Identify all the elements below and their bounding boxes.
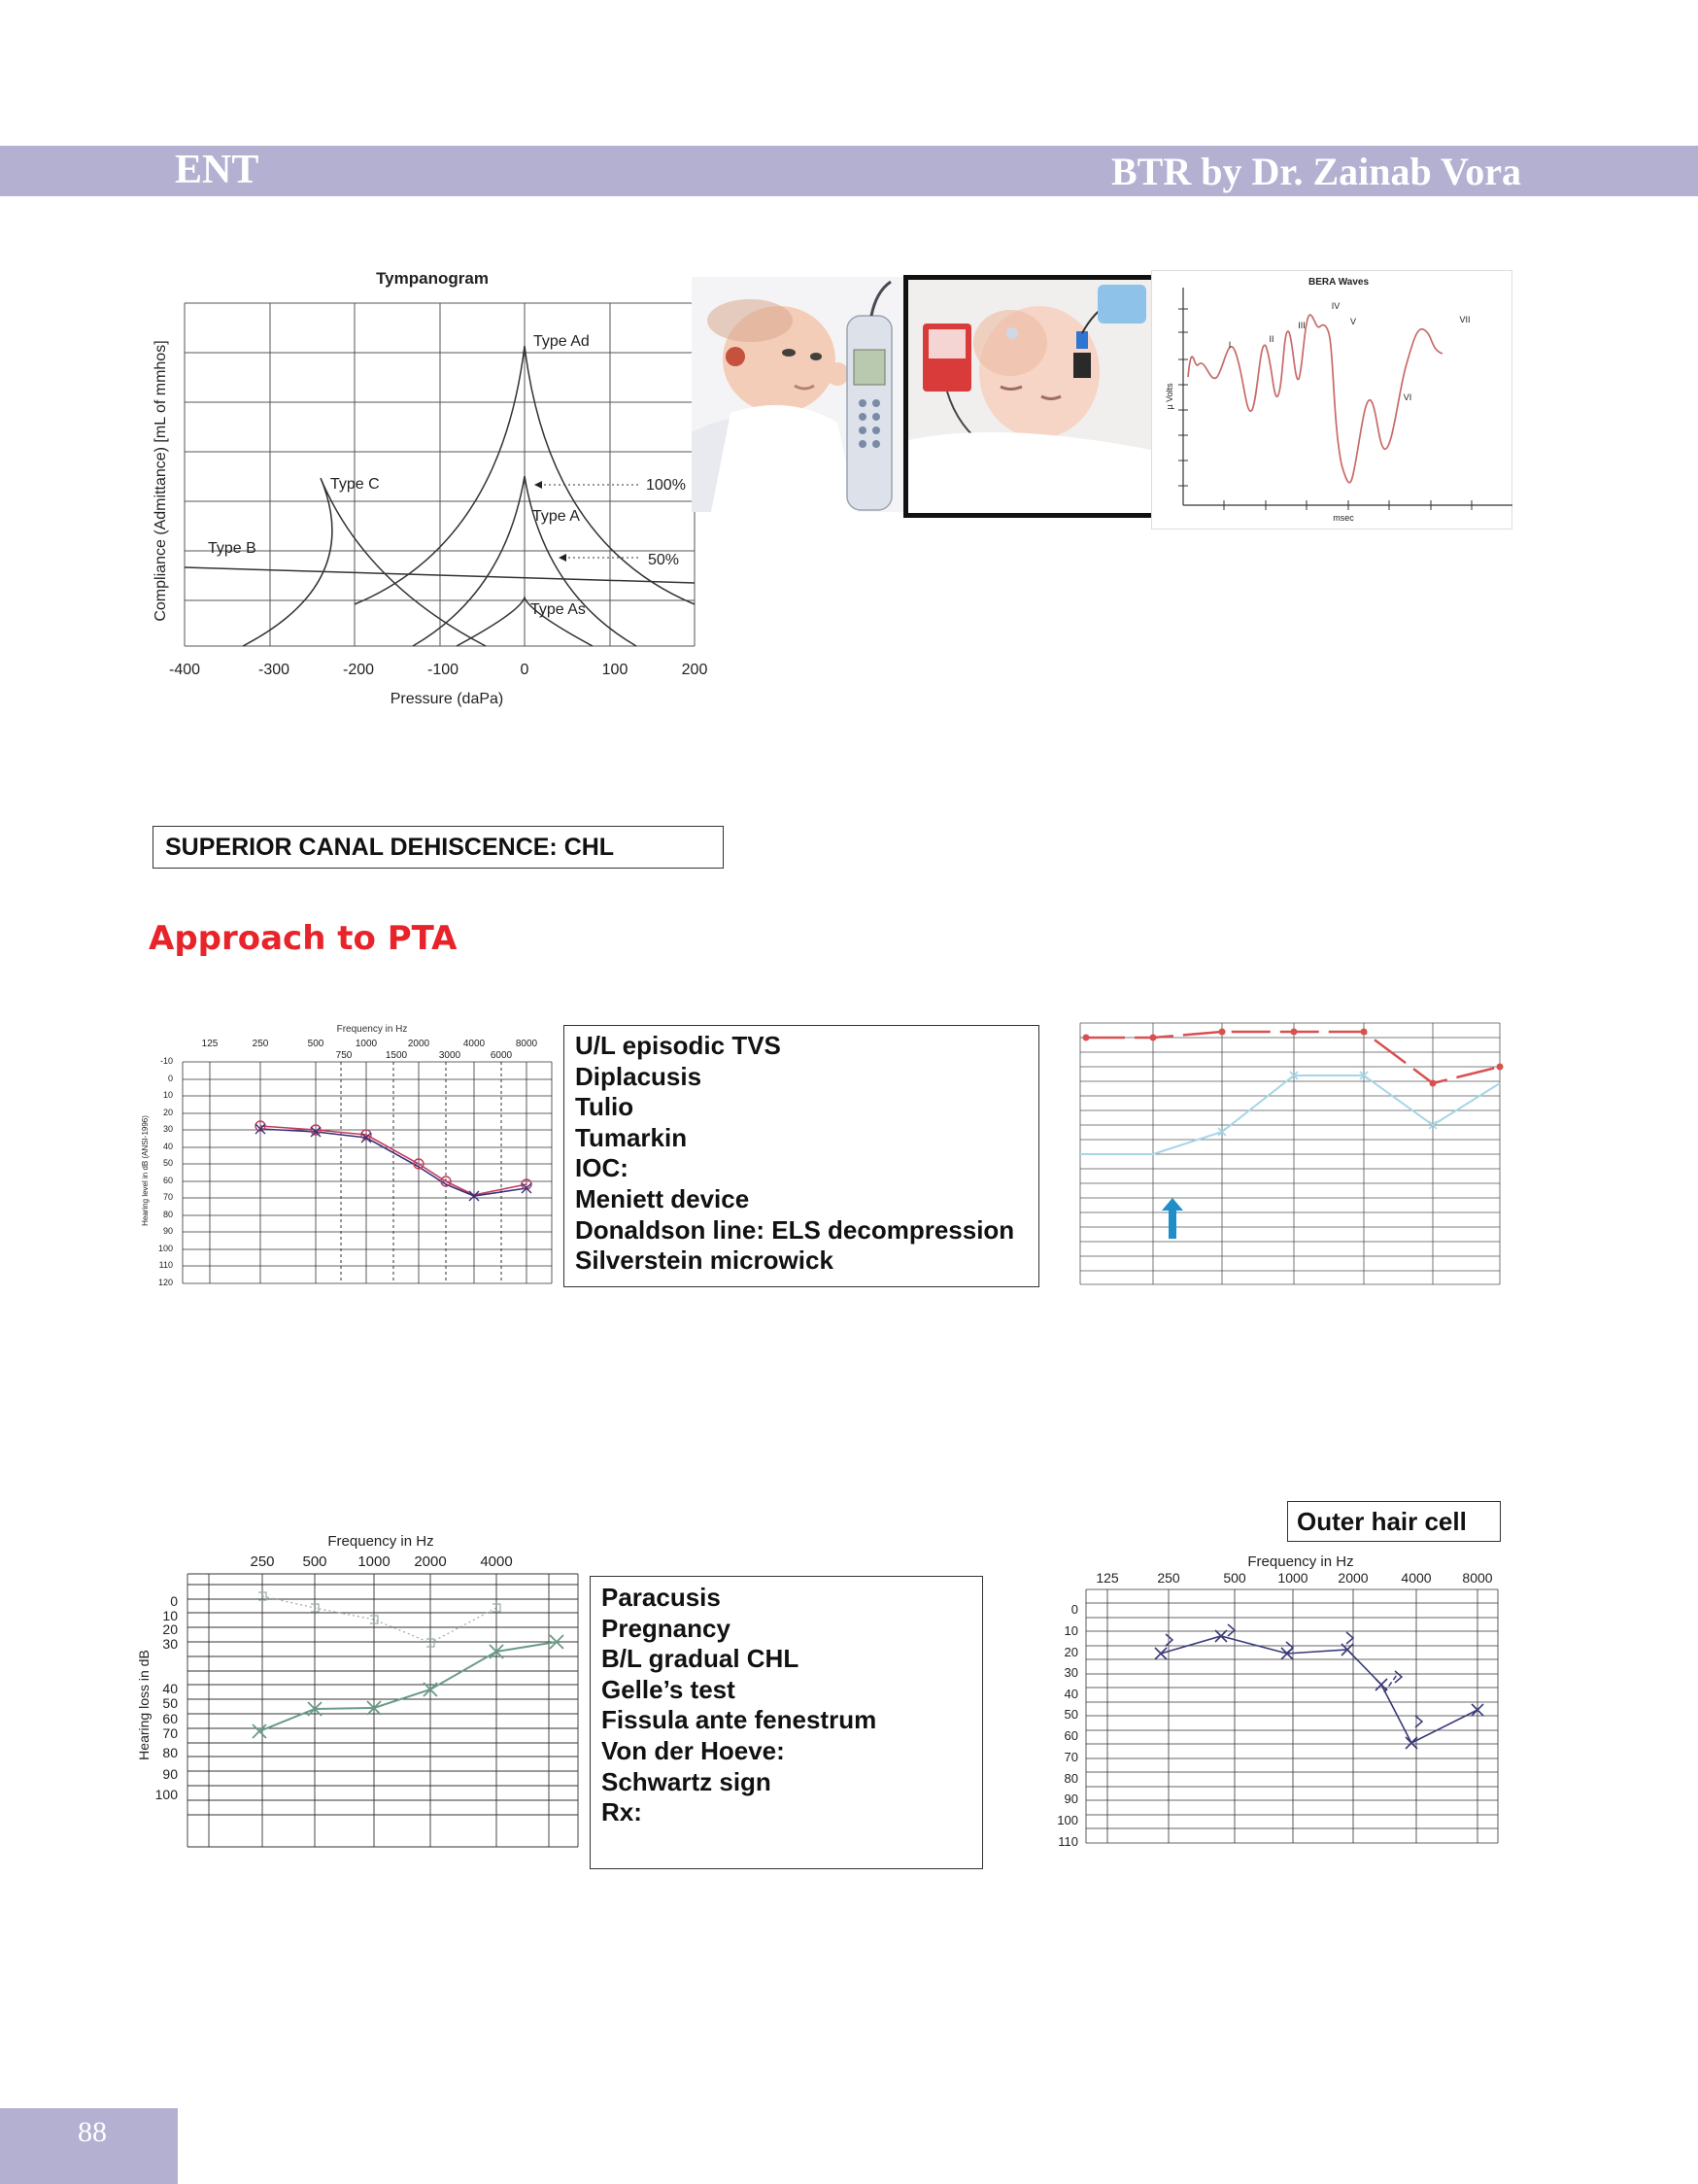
label-50-percent: 50%	[648, 552, 680, 568]
y-tick: 90	[1064, 1792, 1078, 1806]
audiogram3-y-label: Hearing loss in dB	[136, 1650, 152, 1760]
y-tick: 110	[158, 1260, 173, 1270]
x-tick: -200	[342, 662, 375, 678]
list-item: Paracusis	[601, 1583, 721, 1612]
bera-title: BERA Waves	[1307, 277, 1370, 288]
bera-wave-label: V	[1349, 317, 1357, 326]
y-tick: 40	[162, 1142, 173, 1151]
tympanogram-title: Tympanogram	[376, 269, 489, 288]
freq-label: 125	[201, 1039, 219, 1049]
freq-label: 500	[1223, 1570, 1246, 1586]
audiogram-menieres	[136, 1020, 554, 1287]
bera-y-label: µ Volts	[1165, 383, 1174, 410]
y-tick: 0	[1070, 1602, 1078, 1617]
audiogram-otosclerosis	[131, 1530, 588, 1851]
list-item: Rx:	[601, 1797, 642, 1827]
freq-label: 250	[252, 1039, 269, 1049]
section-title-approach-to-pta: Approach to PTA	[149, 919, 458, 958]
audiogram-colored	[1078, 1020, 1502, 1287]
y-tick: 30	[1064, 1665, 1078, 1680]
freq-label: 1000	[357, 1553, 391, 1570]
y-tick: 10	[162, 1608, 178, 1623]
y-tick: 60	[1064, 1728, 1078, 1743]
y-tick: 20	[162, 1621, 178, 1637]
bera-wave-label: VII	[1459, 315, 1471, 324]
label-type-ad: Type Ad	[533, 333, 590, 350]
infant-hearing-screening-photo	[692, 277, 903, 512]
otosclerosis-features-list	[590, 1576, 983, 1869]
freq-label: 4000	[1401, 1570, 1432, 1586]
x-tick: -300	[257, 662, 290, 678]
audiogram-outer-hair-cell	[1049, 1547, 1506, 1853]
page-number: 88	[78, 2116, 107, 2148]
freq-label: 8000	[515, 1039, 538, 1049]
y-tick: 90	[162, 1226, 173, 1236]
y-tick: 80	[162, 1210, 173, 1219]
y-tick: 40	[1064, 1687, 1078, 1701]
freq-label: 2000	[407, 1039, 430, 1049]
freq-label: 4000	[462, 1039, 486, 1049]
bera-wave-label: IV	[1331, 301, 1341, 311]
y-tick: 30	[162, 1124, 173, 1134]
y-tick: 90	[162, 1766, 178, 1782]
y-tick: 60	[162, 1711, 178, 1726]
list-item: Meniett device	[575, 1183, 750, 1213]
y-tick: 0	[167, 1074, 173, 1083]
y-tick: 60	[162, 1176, 173, 1185]
list-item: B/L gradual CHL	[601, 1644, 799, 1674]
y-tick: 100	[157, 1244, 173, 1253]
list-item: Pregnancy	[601, 1613, 730, 1643]
y-tick: 0	[170, 1593, 178, 1609]
y-axis-label: Compliance (Admittance) [mL of mmhos]	[153, 340, 169, 622]
freq-label: 500	[302, 1553, 327, 1570]
superior-canal-dehiscence-box: SUPERIOR CANAL DEHISCENCE: CHL	[153, 826, 724, 869]
y-tick: 50	[162, 1158, 173, 1168]
audiogram1-x-label: Frequency in Hz	[336, 1024, 408, 1035]
list-item: Tumarkin	[575, 1122, 688, 1152]
x-tick: -400	[168, 662, 201, 678]
menieres-features-list	[563, 1025, 1039, 1287]
label-type-as: Type As	[530, 601, 586, 618]
y-tick: 70	[162, 1192, 173, 1202]
freq-label: 1000	[1277, 1570, 1308, 1586]
y-tick: 100	[1057, 1813, 1078, 1827]
tympanogram-figure	[146, 262, 708, 719]
list-item: Donaldson line: ELS decompression	[575, 1214, 1015, 1245]
header-author: BTR by Dr. Zainab Vora	[1111, 150, 1521, 193]
x-axis-label: Pressure (daPa)	[390, 691, 504, 707]
y-tick: 40	[162, 1681, 178, 1696]
freq-label: 6000	[490, 1050, 513, 1061]
list-item: IOC:	[575, 1153, 628, 1183]
y-tick: 10	[162, 1090, 173, 1100]
audiogram1-y-label: Hearing level in dB (ANSI-1996)	[141, 1115, 150, 1226]
y-tick: 120	[157, 1278, 173, 1287]
freq-label: 1500	[385, 1050, 408, 1061]
freq-label: 500	[307, 1039, 324, 1049]
y-tick: 30	[162, 1636, 178, 1652]
freq-label: 3000	[438, 1050, 461, 1061]
infant-bera-electrodes-photo	[903, 275, 1156, 518]
freq-label: 250	[1157, 1570, 1180, 1586]
list-item: U/L episodic TVS	[575, 1031, 781, 1060]
list-item: Silverstein microwick	[575, 1246, 833, 1276]
x-tick: 200	[681, 662, 708, 678]
list-item: Fissula ante fenestrum	[601, 1705, 877, 1735]
freq-label: 4000	[480, 1553, 513, 1570]
freq-label: 250	[250, 1553, 275, 1570]
label-type-b: Type B	[208, 540, 256, 557]
outer-hair-cell-label: Outer hair cell	[1287, 1501, 1501, 1542]
y-tick: 80	[162, 1745, 178, 1760]
list-item: Von der Hoeve:	[601, 1735, 785, 1765]
x-tick: -100	[426, 662, 459, 678]
bera-x-label: msec	[1333, 513, 1354, 523]
page-number-footer	[0, 2108, 178, 2184]
y-tick: -10	[159, 1056, 173, 1066]
y-tick: 10	[1064, 1623, 1078, 1638]
list-item: Tulio	[575, 1092, 634, 1122]
y-tick: 110	[1058, 1834, 1078, 1849]
x-tick: 0	[520, 662, 529, 678]
audiogram4-x-label: Frequency in Hz	[1247, 1553, 1354, 1570]
list-item: Gelle’s test	[601, 1674, 735, 1704]
bera-wave-label: II	[1269, 334, 1274, 344]
list-item: Schwartz sign	[601, 1766, 771, 1796]
header-subject: ENT	[175, 148, 259, 192]
y-tick: 20	[162, 1108, 173, 1117]
audiogram3-x-label: Frequency in Hz	[327, 1533, 434, 1550]
bera-wave-label: VI	[1403, 392, 1412, 402]
bera-wave-label: III	[1298, 321, 1306, 330]
x-tick: 100	[601, 662, 628, 678]
y-tick: 100	[154, 1787, 178, 1802]
y-tick: 80	[1064, 1771, 1078, 1786]
freq-label: 2000	[1338, 1570, 1369, 1586]
y-tick: 70	[162, 1725, 178, 1741]
freq-label: 750	[335, 1050, 353, 1061]
bera-waves-chart	[1151, 270, 1512, 530]
freq-label: 1000	[355, 1039, 378, 1049]
list-item: Diplacusis	[575, 1061, 702, 1091]
freq-label: 8000	[1462, 1570, 1493, 1586]
y-tick: 50	[1064, 1707, 1078, 1722]
freq-label: 125	[1096, 1570, 1119, 1586]
y-tick: 20	[1064, 1645, 1078, 1659]
y-tick: 50	[162, 1695, 178, 1711]
label-100-percent: 100%	[646, 477, 686, 494]
y-tick: 70	[1064, 1750, 1078, 1764]
bera-wave-label: I	[1228, 340, 1232, 350]
label-type-a: Type A	[532, 508, 580, 525]
freq-label: 2000	[414, 1553, 447, 1570]
page-header	[0, 146, 1698, 196]
label-type-c: Type C	[330, 476, 380, 493]
